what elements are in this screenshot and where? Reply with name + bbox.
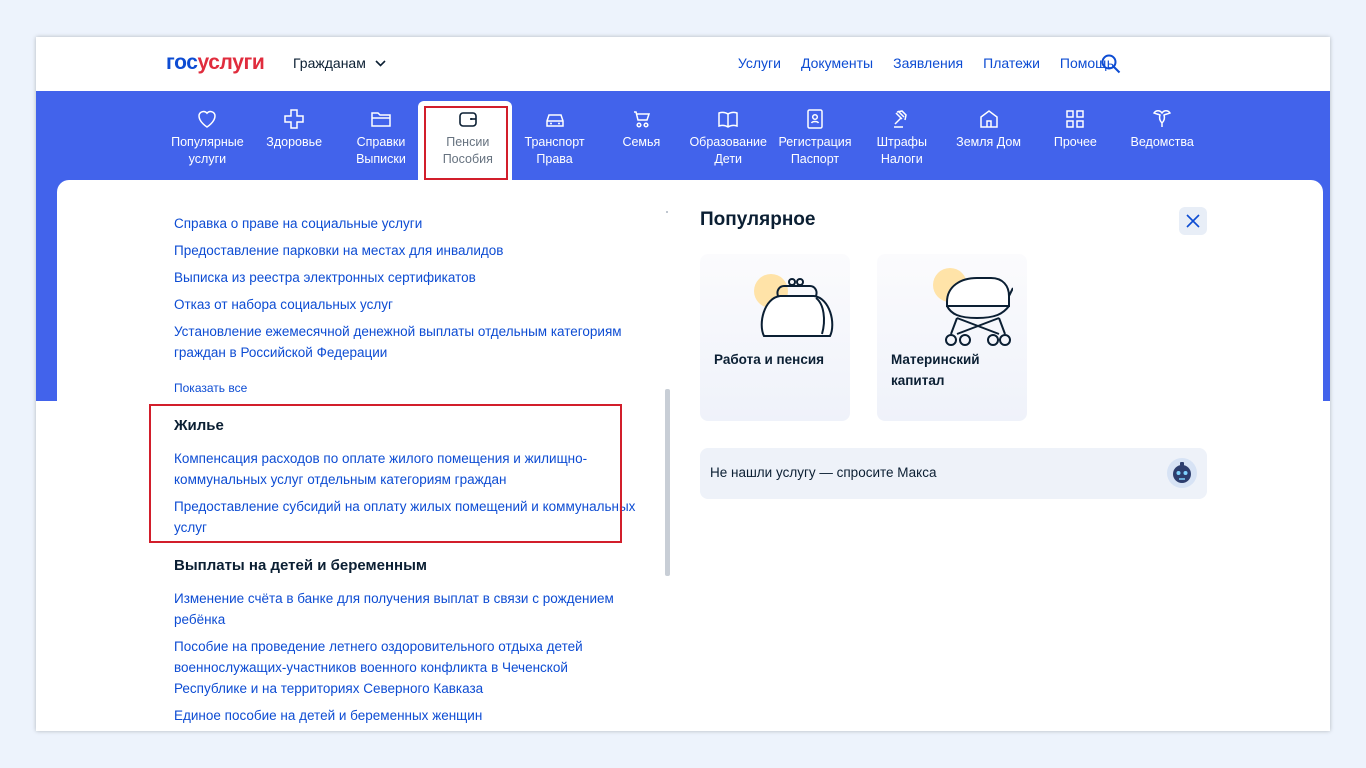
scrollbar-top xyxy=(666,211,668,213)
grid-icon xyxy=(1063,107,1087,131)
service-link[interactable]: Справка о праве на социальные услуги xyxy=(174,216,423,231)
book-icon xyxy=(716,107,740,131)
section-title-housing: Жилье xyxy=(174,417,224,434)
logo-part-gos: гос xyxy=(166,51,198,74)
role-label: Гражданам xyxy=(293,55,366,71)
category-menu xyxy=(164,107,1206,168)
id-card-icon xyxy=(803,107,827,131)
category-label-line2: Дети xyxy=(714,152,743,166)
role-selector[interactable] xyxy=(293,55,386,71)
category-label-line1: Штрафы xyxy=(876,135,927,149)
popular-card-maternity-capital[interactable] xyxy=(877,254,1027,421)
service-link[interactable]: Изменение счёта в банке для получения выплат в связи с рождением ребёнка xyxy=(174,591,614,627)
section-title-children: Выплаты на детей и беременным xyxy=(174,557,427,574)
annotation-highlight-tab xyxy=(424,106,508,180)
chevron-down-icon xyxy=(375,60,386,67)
category-label-line2: Права xyxy=(536,152,573,166)
category-label-line1: Пенсии xyxy=(446,135,490,149)
category-label-line2: Паспорт xyxy=(790,152,840,166)
category-other[interactable] xyxy=(1032,107,1119,168)
category-label-line1: Справки xyxy=(356,135,406,149)
category-label-line1: Регистрация xyxy=(778,135,852,149)
robot-assistant-icon xyxy=(1167,458,1197,488)
category-label-line1: Образование xyxy=(689,135,767,149)
card-label: Работа и пенсия xyxy=(714,352,825,367)
service-link[interactable]: Единое пособие на детей и беременных женщин xyxy=(174,708,483,723)
folder-icon xyxy=(369,107,393,131)
heart-icon xyxy=(195,107,219,131)
site-header xyxy=(36,37,1330,91)
service-link[interactable]: Пособие на проведение летнего оздоровительного отдыха детей военнослужащих-участников военного конфликта в Чеченской Республике и на территориях Северного Кавказа xyxy=(174,639,583,696)
nav-help[interactable]: Помощь xyxy=(1059,55,1114,71)
category-label-line1: Земля Дом xyxy=(956,135,1021,149)
category-registration[interactable] xyxy=(772,107,859,168)
card-label: Материнский капитал xyxy=(891,352,980,388)
logo-part-uslugi: услуги xyxy=(197,51,265,74)
popular-card-work-pension[interactable] xyxy=(700,254,850,421)
nav-applications[interactable]: Заявления xyxy=(893,55,964,71)
nav-services[interactable]: Услуги xyxy=(737,55,781,71)
category-label-line2: услуги xyxy=(188,152,227,166)
service-link[interactable]: Установление ежемесячной денежной выплаты отдельным категориям граждан в Российской Федерации xyxy=(174,324,622,360)
category-fines[interactable] xyxy=(858,107,945,168)
category-certificates[interactable] xyxy=(338,107,425,168)
service-link[interactable]: Предоставление субсидий на оплату жилых помещений и коммунальных услуг xyxy=(174,499,636,535)
category-land-house[interactable] xyxy=(945,107,1032,168)
category-label-line1: Семья xyxy=(622,135,661,149)
purse-icon xyxy=(756,274,838,344)
service-link[interactable]: Предоставление парковки на местах для инвалидов xyxy=(174,243,504,258)
category-popular[interactable] xyxy=(164,107,251,168)
category-label-line1: Здоровье xyxy=(266,135,323,149)
ask-assistant-banner[interactable] xyxy=(700,448,1207,499)
category-label-line1: Транспорт xyxy=(524,135,585,149)
service-link[interactable]: Выписка из реестра электронных сертификатов xyxy=(174,270,476,285)
service-link[interactable]: Отказ от набора социальных услуг xyxy=(174,297,393,312)
nav-documents[interactable]: Документы xyxy=(800,55,874,71)
category-health[interactable] xyxy=(251,107,338,168)
house-icon xyxy=(977,107,1001,131)
top-navigation xyxy=(738,55,1114,71)
close-icon xyxy=(1185,213,1201,229)
gavel-icon xyxy=(890,107,914,131)
category-transport[interactable] xyxy=(511,107,598,168)
annotation-highlight-housing xyxy=(149,404,622,543)
baby-carriage-icon xyxy=(939,272,1013,350)
eagle-icon xyxy=(1150,107,1174,131)
scrollbar-thumb[interactable] xyxy=(665,389,670,576)
car-icon xyxy=(543,107,567,131)
category-label-line1: Ведомства xyxy=(1130,135,1194,149)
stroller-icon xyxy=(629,107,653,131)
popular-title: Популярное xyxy=(700,209,816,230)
category-label-line1: Популярные xyxy=(171,135,244,149)
category-education[interactable] xyxy=(685,107,772,168)
gosuslugi-logo[interactable] xyxy=(166,51,264,75)
category-agencies[interactable] xyxy=(1119,107,1206,168)
category-label-line2: Пособия xyxy=(442,152,493,166)
browser-viewport xyxy=(36,37,1330,731)
service-link[interactable]: Компенсация расходов по оплате жилого помещения и жилищно-коммунальных услуг отдельным категориям граждан xyxy=(174,451,588,487)
ask-assistant-text: Не нашли услугу — спросите Макса xyxy=(710,465,937,480)
nav-payments[interactable]: Платежи xyxy=(983,55,1040,71)
show-all-link[interactable]: Показать все xyxy=(174,381,248,395)
category-label-line2: Налоги xyxy=(880,152,923,166)
search-icon[interactable] xyxy=(1101,54,1121,74)
category-label-line2: Выписки xyxy=(356,152,406,166)
close-button[interactable] xyxy=(1179,207,1207,235)
category-label-line1: Прочее xyxy=(1053,135,1097,149)
category-family[interactable] xyxy=(598,107,685,168)
medical-cross-icon xyxy=(282,107,306,131)
